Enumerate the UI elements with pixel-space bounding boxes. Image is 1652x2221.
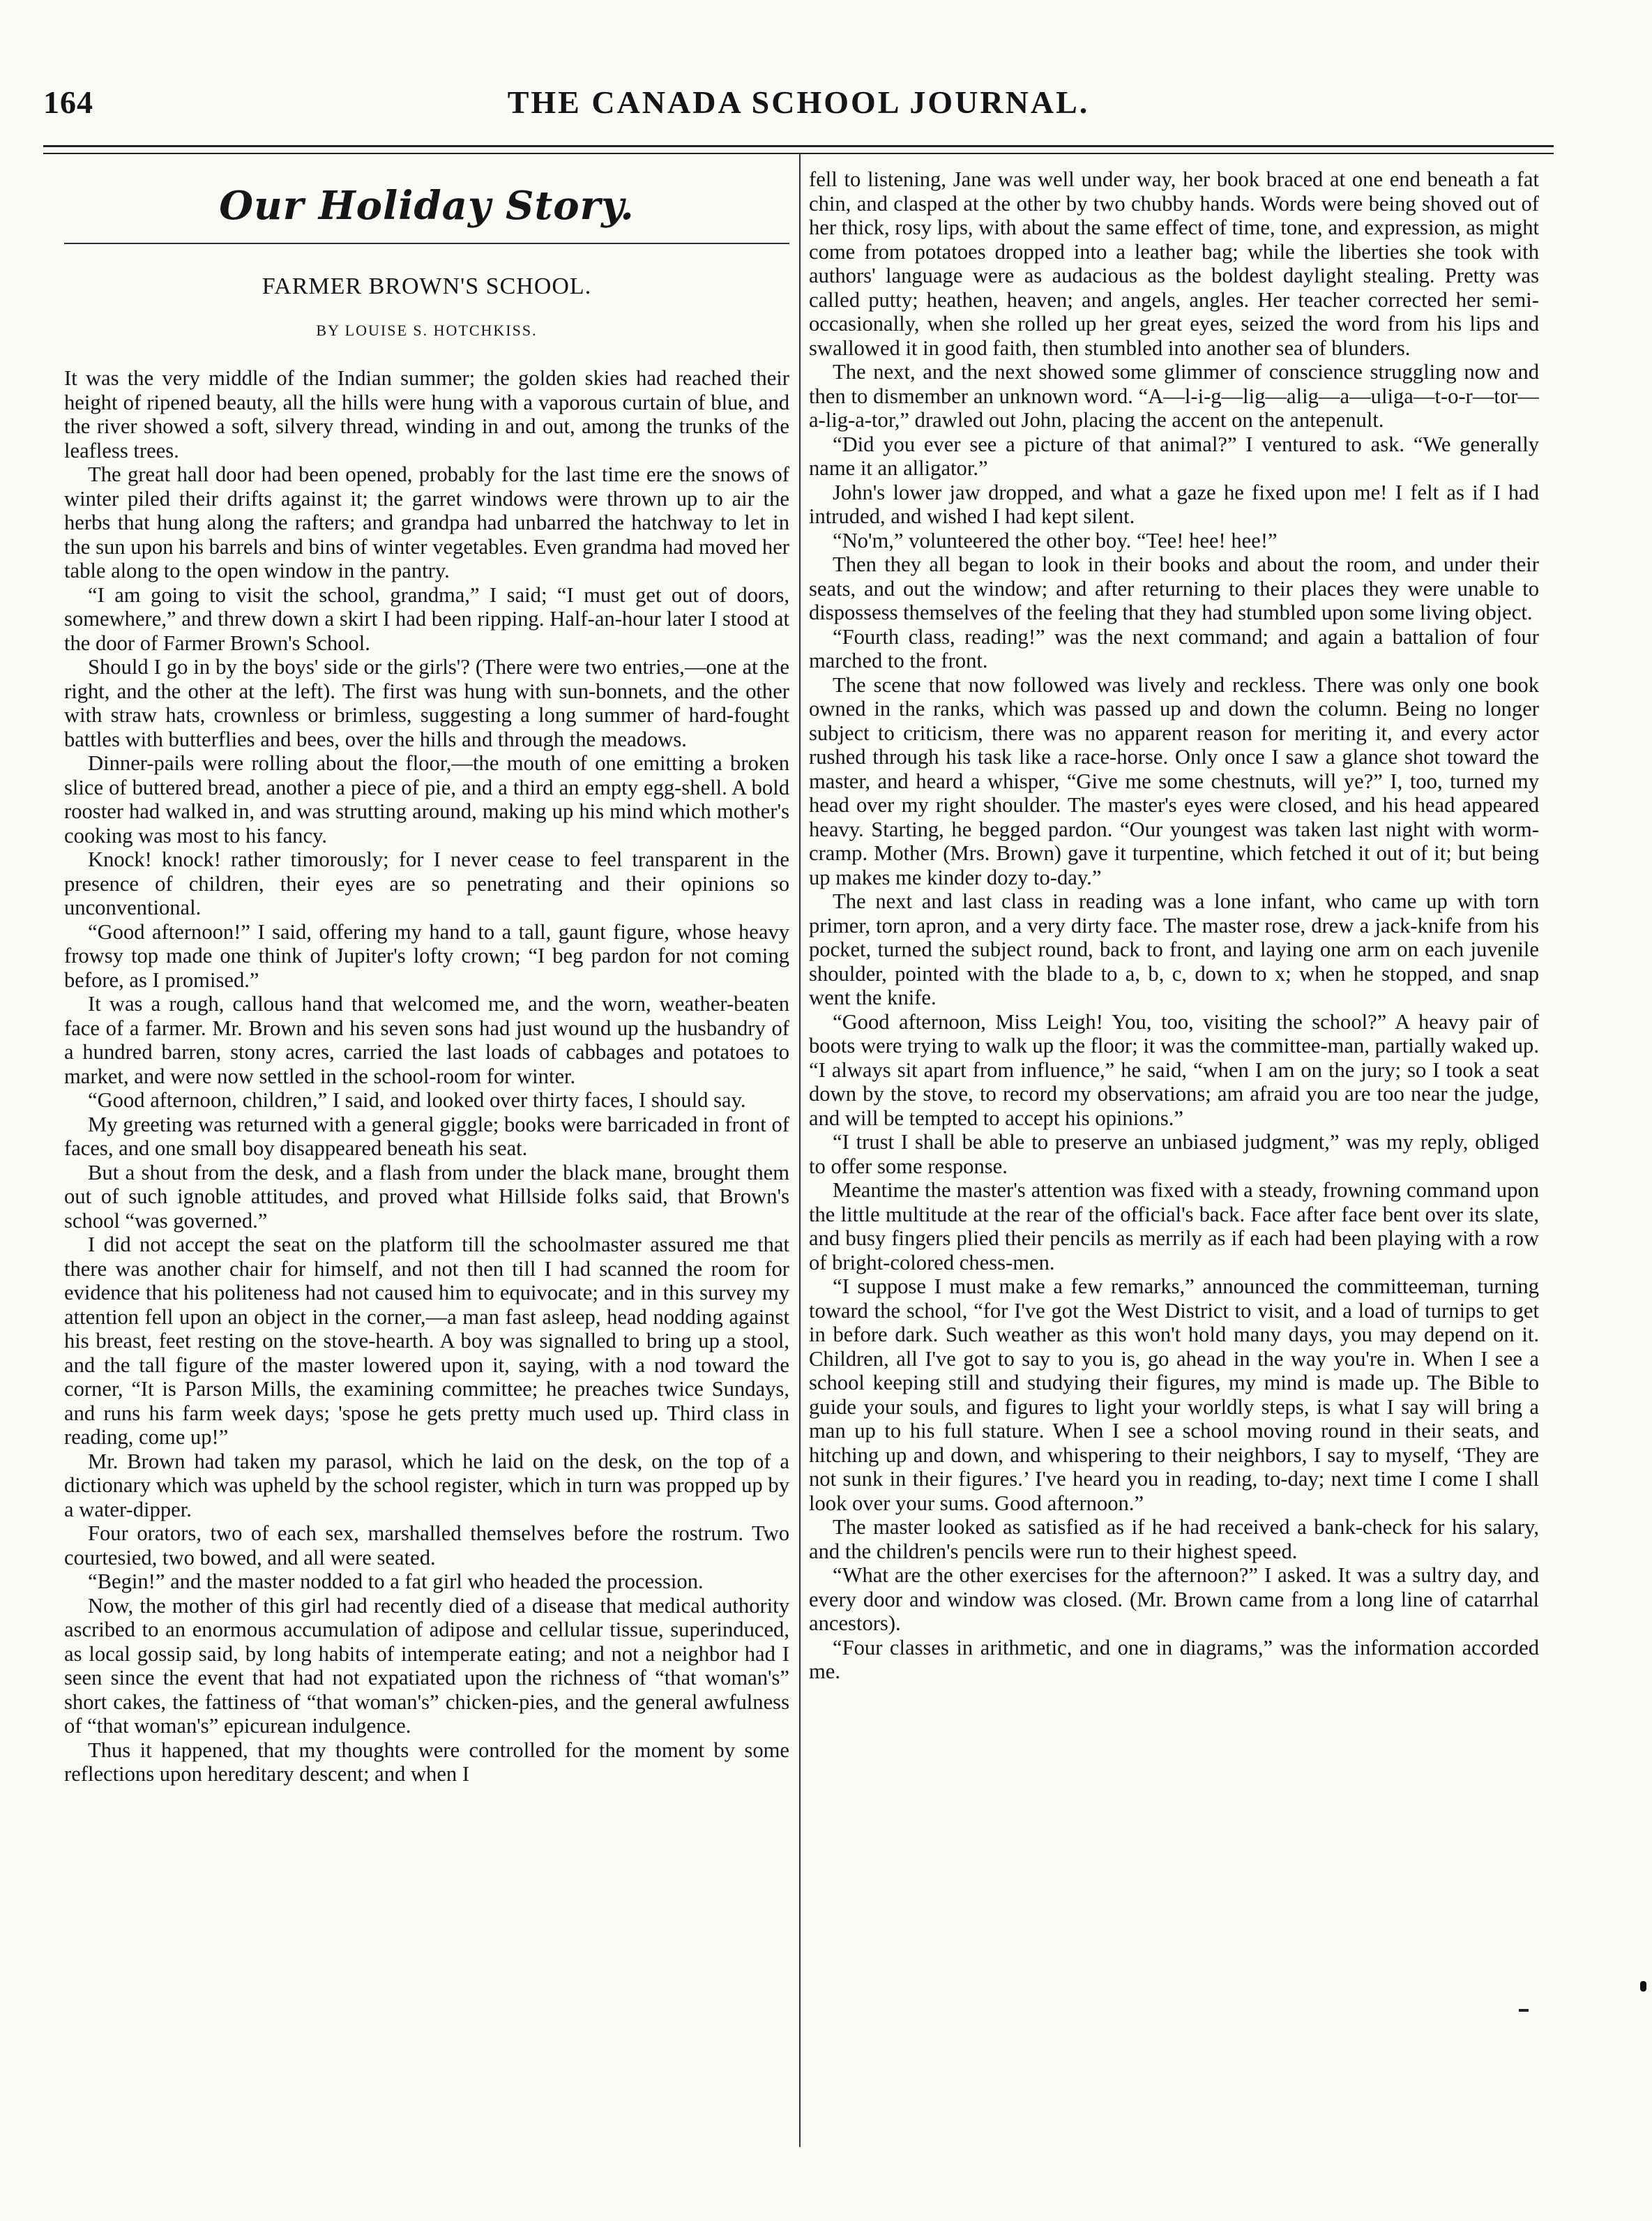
story-byline: BY LOUISE S. HOTCHKISS. — [316, 321, 538, 339]
page-header — [43, 84, 1554, 140]
section-title-rule — [64, 243, 789, 244]
section-title: Our Holiday Story. — [219, 183, 635, 229]
paragraph: It was the very middle of the Indian summer; the golden skies had reached their height of ripened beauty, all the hills were hung with a vaporous curtain of blue, and the river showed a soft, silvery thread, winding in and out, among the trunks of the leafless trees. — [64, 366, 789, 462]
paragraph: Meantime the master's attention was fixed with a steady, frowning command upon the little multitude at the rear of the official's back. Face after face bent over its slate, and busy fingers plied their pencils as merrily as if each had been playing with a row of bright-colored chess-men. — [809, 1178, 1539, 1274]
paragraph: Should I go in by the boys' side or the girls'? (There were two entries,—one at the right, and the other at the left). The first was hung with sun-bonnets, and the other with straw hats, crownless or brimless, suggesting a long summer of hard-fought battles with butterflies and bees, over the hills and through the meadows. — [64, 655, 789, 751]
paragraph: “Good afternoon, Miss Leigh! You, too, visiting the school?” A heavy pair of boots were trying to walk up the floor; it was the committee-man, partially waked up. “I always sit apart from influence,” he said, “when I am on the jury; so I took a seat down by the stove, to record my observations; am afraid you are too near the judge, and will be tempted to accept his opinions.” — [809, 1009, 1539, 1130]
paragraph: The scene that now followed was lively and reckless. There was only one book owned in the ranks, which was passed up and down the column. Being no longer subject to criticism, there was no apparent reason for meriting it, and every actor rushed through his task like a race-horse. Only once I saw a glance shot toward the master, and heard a whisper, “Give me some chestnuts, will ye?” I, too, turned my head over my right shoulder. The master's eyes were closed, and his head appeared heavy. Starting, he begged pardon. “Our youngest was taken last night with worm-cramp. Mother (Mrs. Brown) gave it turpentine, which fetched it out of it; but being up makes me kinder dozy to-day.” — [809, 672, 1539, 889]
column-divider — [799, 153, 801, 2147]
paragraph: Mr. Brown had taken my parasol, which he laid on the desk, on the top of a dictionary which was upheld by the school register, which in turn was propped up by a water-dipper. — [64, 1449, 789, 1521]
paragraph: The master looked as satisfied as if he had received a bank-check for his salary, and the children's pencils were run to their highest speed. — [809, 1515, 1539, 1563]
paragraph: “Did you ever see a picture of that animal?” I ventured to ask. “We generally name it an alligator.” — [809, 432, 1539, 480]
paragraph: “Four classes in arithmetic, and one in diagrams,” was the information accorded me. — [809, 1635, 1539, 1683]
paragraph: “No'm,” volunteered the other boy. “Tee! hee! hee!” — [833, 528, 1278, 552]
paragraph: It was a rough, callous hand that welcomed me, and the worn, weather-beaten face of a farmer. Mr. Brown and his seven sons had just wound up the husbandry of a hundred barren, stony acres, carried the last loads of cabbages and potatoes to market, and were now settled in the school-room for winter. — [64, 992, 789, 1088]
paragraph: Thus it happened, that my thoughts were controlled for the moment by some reflections upon hereditary descent; and when I — [64, 1738, 789, 1786]
header-rule — [43, 145, 1554, 154]
right-column — [809, 167, 1539, 2155]
paragraph: The next, and the next showed some glimmer of conscience struggling now and then to dismember an unknown word. “A—l-i-g—lig—alig—a—uliga—t-o-r—tor—a-lig-a-tor,” drawled out John, placing the accent on the antepenult. — [809, 360, 1539, 432]
paragraph: “Fourth class, reading!” was the next command; and again a battalion of four marched to the front. — [809, 624, 1539, 672]
paragraph: The great hall door had been opened, probably for the last time ere the snows of winter piled their drifts against it; the garret windows were thrown up to air the herbs that hung along the rafters; and grandpa had unbarred the hatchway to let in the sun upon his barrels and bins of winter vegetables. Even grandma had moved her table along to the open window in the pantry. — [64, 462, 789, 582]
paragraph: My greeting was returned with a general giggle; books were barricaded in front of faces, and one small boy disappeared beneath his seat. — [64, 1112, 789, 1160]
paragraph: Knock! knock! rather timorously; for I never cease to feel transparent in the presence of children, their eyes are so penetrating and their opinions so unconventional. — [64, 848, 789, 919]
paragraph: John's lower jaw dropped, and what a gaze he fixed upon me! I felt as if I had intruded, and wished I had kept silent. — [809, 480, 1539, 528]
journal-title: THE CANADA SCHOOL JOURNAL. — [507, 84, 1090, 120]
paragraph: “Good afternoon!” I said, offering my hand to a tall, gaunt figure, whose heavy frowsy top made one think of Jupiter's lofty crown; “I beg pardon for not coming before, as I promised.” — [64, 919, 789, 992]
paragraph: Four orators, two of each sex, marshalled themselves before the rostrum. Two courtesied, two bowed, and all were seated. — [64, 1521, 789, 1569]
page-number: 164 — [43, 84, 93, 120]
paragraph: I did not accept the seat on the platform till the schoolmaster assured me that there was another chair for himself, and not then till I had scanned the room for evidence that his politeness had not caused him to equivocate; and in this survey my attention fell upon an object in the corner,—a man fast asleep, head nodding against his breast, feet resting on the stove-hearth. A boy was signalled to bring up a stool, and the tall figure of the master lowered upon it, saying, with a nod toward the corner, “It is Parson Mills, the examining committee; he preaches twice Sundays, and runs his farm week days; 'spose he gets pretty much used up. Third class in reading, come up!” — [64, 1233, 789, 1449]
story-title: FARMER BROWN'S SCHOOL. — [262, 273, 592, 299]
paragraph: The next and last class in reading was a lone infant, who came up with torn primer, torn apron, and a very dirty face. The master rose, drew a jack-knife from his pocket, turned the subject round, back to front, and laying one arm on each juvenile shoulder, pointed with the blade to a, b, c, down to x; when he stopped, and snap went the knife. — [809, 889, 1539, 1009]
ink-speck — [1519, 2009, 1529, 2012]
left-column — [64, 165, 789, 2153]
paragraph: Now, the mother of this girl had recently died of a disease that medical authority ascribed to an enormous accumulation of adipose and cellular tissue, superinduced, as local gossip said, by long habits of intemperate eating; and not a neighbor had I seen since the event that had not expatiated upon the richness of “that woman's” short cakes, the fattiness of “that woman's” chicken-pies, and the general awfulness of “that woman's” epicurean indulgence. — [64, 1593, 789, 1738]
paragraph: “What are the other exercises for the afternoon?” I asked. It was a sultry day, and every door and window was closed. (Mr. Brown came from a long line of catarrhal ancestors). — [809, 1563, 1539, 1635]
paragraph: But a shout from the desk, and a flash from under the black mane, brought them out of such ignoble attitudes, and proved what Hillside folks said, that Brown's school “was governed.” — [64, 1160, 789, 1233]
paragraph: “Begin!” and the master nodded to a fat girl who headed the procession. — [88, 1569, 704, 1593]
paragraph: Dinner-pails were rolling about the floor,—the mouth of one emitting a broken slice of buttered bread, another a piece of pie, and a third an empty egg-shell. A bold rooster had walked in, and was strutting around, making up his mind which mother's cooking was most to his fancy. — [64, 751, 789, 848]
paragraph: “Good afternoon, children,” I said, and looked over thirty faces, I should say. — [88, 1088, 746, 1112]
margin-mark — [1640, 1981, 1646, 1992]
paragraph: Then they all began to look in their books and about the room, and under their seats, and out the window; and after returning to their places they were unable to dispossess themselves of the feeling that they had stumbled upon some living object. — [809, 552, 1539, 624]
paragraph: “I am going to visit the school, grandma,” I said; “I must get out of doors, somewhere,” and threw down a skirt I had been ripping. Half-an-hour later I stood at the door of Farmer Brown's School. — [64, 582, 789, 655]
paragraph: fell to listening, Jane was well under way, her book braced at one end beneath a fat chin, and clasped at the other by two chubby hands. Words were being shoved out of her thick, rosy lips, with about the same effect of time, tone, and expression, as might come from potatoes dropped into a leather bag; while the liberties she took with authors' language were as audacious as the boldest daylight stealing. Pretty was called putty; heathen, heaven; and angels, angles. Her teacher corrected her semi-occasionally, when she rolled up her great eyes, seized the word from his lips and swallowed it in good faith, then stumbled into another sea of blunders. — [809, 167, 1539, 360]
paragraph: “I suppose I must make a few remarks,” announced the committeeman, turning toward the school, “for I've got the West District to visit, and a load of turnips to get in before dark. Such weather as this won't hold many days, you may depend on it. Children, all I've got to say to you is, go ahead in the way you're in. When I see a school keeping still and studying their figures, my mind is made up. The Bible to guide your souls, and figures to light your worldly steps, is what I say will bring a man up to his full stature. When I see a school moving round in their seats, and hitching up and down, and whispering to their neighbors, I say to myself, ‘They are not sunk in their figures.’ I've heard you in reading, to-day; next time I come I shall look over your sums. Good afternoon.” — [809, 1274, 1539, 1515]
paragraph: “I trust I shall be able to preserve an unbiased judgment,” was my reply, obliged to offer some response. — [809, 1130, 1539, 1178]
